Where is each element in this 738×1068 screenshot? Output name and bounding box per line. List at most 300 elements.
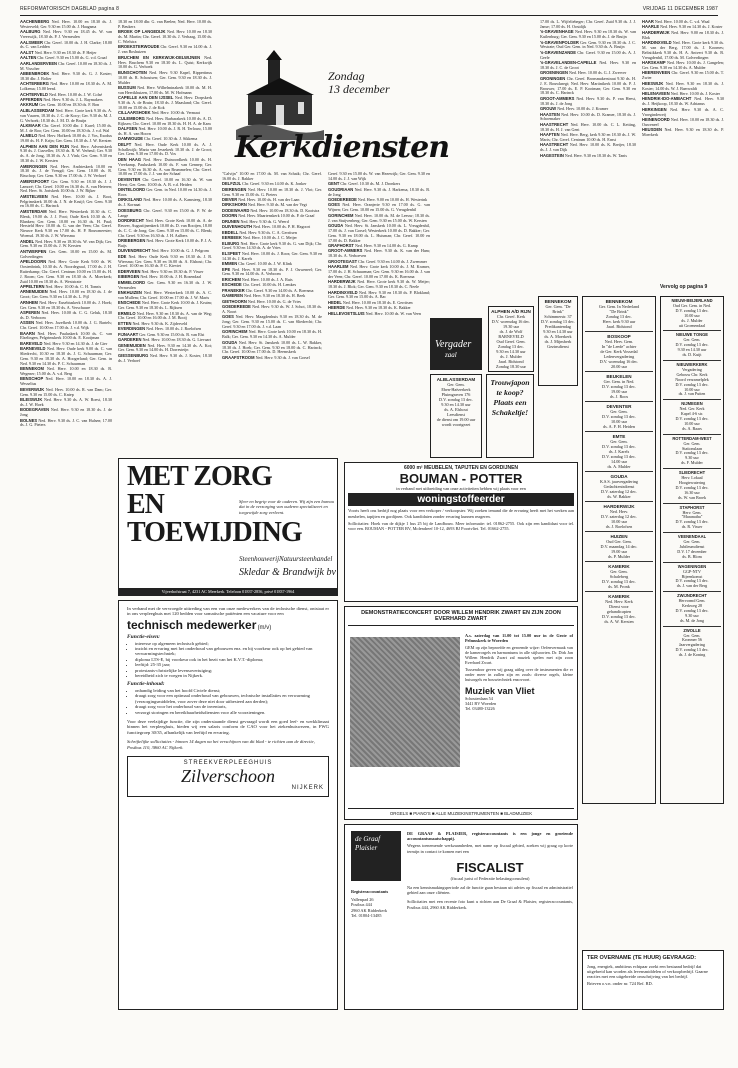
listing-text: Ned. Herv. 9.30 ds. C. A. Gerritsen [239, 229, 297, 235]
listing-text: Ned. Herv. 9.30 ds. A. C. Vroegindeweij [642, 106, 724, 117]
listing-place: AALTEN [20, 55, 37, 61]
listing-entry [20, 134, 112, 144]
ad-demo-body3: Tussendoor geven wij graag uitleg over de instrumenten die er onder meer in zullen zijn en zoals: diverse orgels, kleine huisorgels en bouwtechniek enzovoort. [465, 667, 573, 682]
listing-place: HAARLE [642, 24, 660, 30]
listing-entry [118, 117, 212, 127]
listing-entry [118, 71, 212, 86]
listing-entry [118, 158, 212, 177]
listing-text: Ned. Herv. 9.30 en 18.30 ds. W. van Kuilenburg; Ger. Gem. 9.30 en 15.00 ds. J. de Bruijn [540, 29, 636, 40]
listing-place: AMSTELVEEN [20, 193, 48, 199]
listing-entry [222, 330, 322, 340]
ad-block-line: Jubileumdienst [679, 543, 705, 549]
listing-text: Ned. Herv. Berg, kerk 9.30 en 18.30 ds. J. W. Maris; Chr. Geref. Centrum 10.00 ds. H. Ernst [540, 132, 636, 142]
divider [663, 532, 721, 533]
listing-entry [118, 178, 212, 188]
ad-block-line: D.V. maandag 14 dec. [600, 544, 638, 549]
listing-place: AALBURG [20, 29, 41, 35]
listing-place: APELDOORN [20, 259, 47, 265]
listing-place: BAARN [20, 330, 35, 336]
listing-entry [20, 301, 112, 311]
listing-text: Ned. Herv. 10.00 ds. D. Kramer, 18.30 ds. J. Schoemaker [540, 111, 636, 122]
listing-entry [540, 51, 636, 61]
ad-block-line: 19.00 uur [610, 389, 628, 394]
listing-text: Ned. Herv. Grote kerk 10.00 en 18.30 ds. H. Balk; Ger. Gem. 9.30 en 14.30 ds. A. Mulder [222, 329, 322, 340]
listing-text: Chr. Geref. 10.30 ds. M. J. Dronkers [340, 181, 401, 187]
listing-place: GOEDEREEDE [222, 303, 251, 309]
listing-text: Ned. Herv. 10.00 ds. J. Kramer [557, 106, 609, 112]
ad-block-line: D.V. zondag 13 dec. [602, 384, 636, 389]
ad-alblasserdam-title: ALBLASSERDAM [436, 377, 476, 382]
listing-text: Ned. Herv. 9.30 en 18.45 ds. W. van Vreeswijk, 18.30 ds. P. J. Vermeulen [20, 29, 112, 40]
listing-text: 17.00 ds. L. Wijfeliebeger; Chr. Geref. Zuid 9.30 ds. J. J. Janse; 17.00 ds. H. Oostdijk [540, 20, 636, 29]
listing-place: ELSPEET [222, 250, 241, 256]
ad-block-line: Ger. Gem. [610, 409, 628, 414]
listing-text: Ned. Herv. 10.00 en 18.30 ds. G. Lievaart [142, 337, 211, 343]
masthead-date [328, 70, 418, 96]
listing-place: ERMELO [118, 310, 136, 316]
listing-text: Chr. Geref. 9.30 en 14.00 ds. K. Jonker [242, 181, 307, 187]
listing-place: GROUW [540, 106, 557, 112]
ad-block-line: D.V. zondag 13 dec. [602, 454, 636, 459]
listing-place: HERKINGEN [642, 106, 667, 112]
listing-text: Ned. Herv. 10.00 ds. G. J. Zwerver [569, 70, 627, 76]
listing-entry [328, 265, 430, 280]
listing-entry [642, 108, 724, 118]
listing-entry [222, 341, 322, 356]
ad-block-line: 19.00 uur [610, 549, 628, 554]
listing-entry [540, 41, 636, 51]
ad-tm-functie-inhoud-title: Functie-inhoud: [127, 681, 165, 688]
listing-text: Ned. Herv. 10.00 en 18.30 ds. J. Vlot; Ger. Gem. 9.30 en 15.00 ds. G. Pieters [222, 186, 322, 197]
ad-block-line: Ledenvergadering [603, 354, 635, 359]
listing-place: ASPEREN [20, 309, 40, 315]
listing-place: AKKRUM [20, 102, 39, 108]
listing-text: "Calvijn" 10.00 en 17.00 ds. M. van Schaik; Chr. Geref. 16.00 ds. J. Bakker [222, 172, 322, 181]
listing-entry [540, 154, 636, 159]
ad-bouman-role: woningstoffeerder [348, 493, 574, 506]
listing-text: Ned. Herv. 9.30 en 18.30 ds. P. J. Ouweneel; Ger. Gem. 9.30 en 14.00 ds. A. Verboom [222, 266, 322, 277]
listing-place: DIRKSHORN [222, 202, 247, 208]
divider [585, 401, 653, 402]
ad-line: Schakeltje! [491, 408, 529, 417]
ad-block-line: Ned. Herv. [609, 509, 629, 514]
ad-block-line: 20.00 uur [610, 364, 628, 369]
listing-entry [20, 72, 112, 82]
listing-place: HARSKAMP [642, 60, 666, 66]
ad-block-line: D.V. zondag 13 dec. [675, 484, 709, 490]
ad-block-line: ds. J. van Putten [678, 391, 706, 397]
vervolg-note: Vervolg op pagina 9 [660, 284, 708, 290]
listing-place: BODEGRAVEN [20, 407, 50, 413]
divider [663, 468, 721, 469]
ad-block-title: SLIEDRECHT [678, 470, 706, 476]
listing-text: Chr. Geref. 10.00 ds. J. H. Clarke; 18.00 ds. C. van Ledden [20, 39, 112, 50]
ad-vergaderzaal-title: Vergader [435, 339, 472, 350]
listing-place: HAGESTEIN [540, 152, 564, 158]
ad-block-line: D.V. woensdag 16 dec. [599, 359, 639, 364]
listing-text: Ned. Herv. Bruchem 9.30 en 18.30 ds. L. Quist; Kerkwijk 10.00 ds. G. Verhoek [118, 54, 212, 70]
listing-place: HAAR [642, 20, 654, 24]
ad-block-title: KAMERIK [608, 594, 630, 599]
listing-text: Ned. Herv. 9.30 en 18.30 ds. P. Heijer [34, 49, 97, 55]
listing-entry [20, 124, 112, 134]
ad-block-line: Herv. Lokaal [681, 475, 703, 481]
listing-place: CAPELLE AAN DEN IJSSEL [118, 95, 174, 101]
listing-text: Ned. Herv. 10.00 ds. K. Breijer, 18.30 ds. J. J. van Dijk [540, 142, 636, 153]
listing-place: EDERVEEN [118, 268, 141, 274]
listing-text: Ned. Herv. 9.30 en 18.30 ds. W. Tanis [564, 152, 627, 158]
listing-entry [118, 96, 212, 111]
listing-entry [118, 56, 212, 71]
listing-place: AMERONGEN [20, 163, 48, 169]
listing-place: BENSCHOP [20, 376, 44, 382]
listing-entry [118, 291, 212, 301]
listing-place: DEN HAAG [118, 156, 142, 162]
divider [663, 399, 721, 400]
ad-tm-apply: Schriftelijke sollicitaties - binnen 14 dagen na het verschijnen van dit blad - te richten aan de directie, Postbus 110, 3860 AC Nijkerk. [127, 739, 315, 750]
ad-fiscalist-reg-block [351, 889, 403, 918]
ad-block-title: ZWOLLE [683, 627, 701, 633]
ad-block-title: BOSKOOP [607, 334, 631, 339]
ad-bouman-potter [344, 462, 578, 602]
listing-text: Ned. Herv. 9.30 ds. P. van Heest, 18.30 ds. J. de Jong [540, 95, 636, 106]
listing-text: Geref. 9.30 en 15.00 ds. W. van Hezewijk; Ger. Gem. 9.30 en 14.00 ds. J. J. van Wijk [328, 172, 430, 181]
listing-place: HEESWIJK [642, 80, 664, 86]
ad-list-item: • draagt zorg voor het onderhoud van de inventaris, [135, 704, 329, 709]
listing-text: Ned. Herv. Oude Kerk 9.30 en 18.30 ds. J. B. Wiersma; Ger. Gem. 9.30 en 16.00 ds. A. Elshout; Chr. Geref. 10.00 en 16.30 ds. P. C. Kieviet [118, 253, 212, 269]
listing-text: Ned. Herv. 10.00 ds. A. Kamsteeg, 18.30 ds. J. Kornaat [118, 197, 212, 208]
ad-block-title: VEENENDAAL [677, 534, 707, 540]
ad-tm-functie-eisen-title: Functie-eisen: [127, 634, 160, 641]
ad-line: Ger. Gem. "De Brink" [545, 304, 571, 314]
listing-place: ALPHEN AAN DEN RIJN [20, 143, 70, 149]
listing-text: Ned. Herv. Maartenskerk 10.00 ds. P. de Graaf [238, 213, 315, 219]
ad-block-line: D.V. zondag 13 dec. [602, 614, 636, 619]
ad-block-title: HUIZEN [610, 534, 628, 539]
divider [663, 360, 721, 361]
ad-bouman-sub: in verband met uitbreiding van onze activiteiten hebben wij plaats voor een [396, 486, 526, 492]
ad-block-line: ds. J. Mulder [681, 317, 703, 323]
listing-place: ARNHEM [20, 299, 38, 305]
listing-text: Ned. Herv. St. Janskerk 10.00 ds. L. W. Bakker, 18.30 ds. J. Hoek; Ger. Gem. 9.30 en 18.00 ds. C. Harinck; Chr. Geref. 10.00 en 17.00 ds. D. Heemskerk [222, 339, 322, 355]
ad-line: 9.30 en 14.30 uur [441, 402, 471, 407]
ad-line: Schimmerstr. 37 [544, 314, 572, 319]
divider [663, 503, 721, 504]
listing-text: Ned. Herv. 10.00 en 18.30 ds. A. J. Wesselius [20, 376, 112, 387]
listing-entry [642, 97, 724, 107]
listing-place: ALMELO [20, 133, 38, 139]
listing-place: 's-GRAVENZANDE [540, 49, 576, 55]
listing-entry [20, 195, 112, 210]
listing-text: Ned. Herv. 9.00 en 10.00 ds. H. Westerink [357, 197, 428, 202]
ad-line: 9.30 en 14.30 uur [496, 349, 526, 354]
listing-entry [118, 255, 212, 270]
listing-text: Ned. Herv. 9.30 ds. G. Weerd [240, 218, 289, 224]
listing-text: Chr. Geref. 9.30 en 15.00 ds. A. J. Geele [540, 49, 636, 60]
ad-line: 9.30 en 14.30 uur [543, 329, 573, 334]
listing-text: Ned. Herv. 9.00 en 18.30 ds. J. Blok [642, 29, 724, 40]
ad-block-line: 10.00 uur [684, 312, 700, 318]
listing-text: Chr. Geref. Bronsmakerstraat 9.30 ds. H. J. E. Bouwknegt; Ned. Herv. Martinikerk 10.00 ds. P. J. Brouwer, 17.00 ds. E. P. Kooiman; Ger. Gem. 9.30 en 18.30 ds. C. Harinck [540, 75, 636, 96]
listing-place: BRUCHEM EN KERKWIJK-DELWIJNEN [118, 54, 201, 60]
listing-entry [328, 203, 430, 213]
listing-text: Ned. Herv. Andrieskerk 10.00 en 18.30 ds. J. de Vreugd; Ger. Gem. 10.00 ds. R. Bisschop; Ger. Gem. 9.30 en 17.00 ds. J. W. Verhoef [20, 163, 112, 179]
listing-place: GOES [222, 314, 234, 320]
ad-block-line: ds. A. Mulder [607, 464, 631, 469]
listing-text: Ned. Herv. 10.00 ds. J. Gangelen; Ger. Gem. 9.30 en 14.30 ds. A. Mulder [642, 60, 724, 70]
listing-place: DIEVER [222, 197, 238, 202]
header-left: REFORMATORISCH DAGBLAD pagina 8 [20, 6, 120, 12]
ad-block-line: ds. W. van Broek [677, 494, 707, 500]
listing-text: Ned. Herv. 10.00 en 18.30 ds. M. Martin; Chr. Geref. 10.30 ds. J. Verhaag, 15.00 ds. C. Wielstra [118, 29, 212, 44]
ad-block-line: ds. J. Roelofsen [605, 524, 633, 529]
ad-list-item: • leeftijd: 25-35 jaar; [135, 662, 329, 667]
ad-fiscalist-footer: Sollicitaties met een recente foto kunt u richten aan De Graaf & Plaisier, registeraccountants, Postbus 444, 2960 AK Ridderkerk. [407, 899, 573, 910]
ad-block-line: Ger. Gem. [683, 632, 701, 638]
listing-entry [642, 128, 724, 138]
listing-place: HARDERWIJK [328, 279, 356, 285]
ad-block-line: 14.00 uur [610, 459, 628, 464]
ad-block-title: NIEUWERKERK [676, 361, 708, 367]
ad-line: D.V. woensdag 16 dec. [491, 319, 531, 324]
listing-text: Ned. Herv. 10.00 ds. J. A. Ruis [241, 276, 293, 282]
ad-block-line: "De Brink" [609, 309, 629, 314]
ad-bennekom [538, 296, 578, 386]
listing-place: BOLNES [20, 417, 38, 423]
ad-block-line: ds. J. Roos [609, 394, 629, 399]
listing-text: Ned. Herv. Grote Kerk 9.00 ds. W. Oostenbrink, 10.30 ds. A. Noordegraaf, 17.00 ds. J. H. Ruiterkamp; Chr. Geref. Centrum 10.00 en 15.00 ds. H. J. Room; Ger. Gem. 9.30 en 18.30 ds. A. Moerkerk; Zuid 10.00 en 18.30 ds. A. Weststrate [20, 259, 112, 284]
ad-block-line: Ger. Gem. [610, 439, 628, 444]
listing-text: Ned. Herv. Adventskerk 9.30 ds. J. Cusveller, 18.30 ds. R. W. Verheul; Ger. 9.30 ds. A. de Jong, 18.30 ds. A. J. Vink; Ger. Gem. 9.30 en 18.30 ds. J. W. Kersten [20, 143, 112, 164]
listing-entry [222, 242, 322, 252]
listing-text: Ned. Herv. 10.00 en 18.30 ds. A. M. Lolkema; 15.00 leesd. [20, 81, 112, 92]
listing-place: ACHTERBERG [20, 81, 49, 87]
listing-place: HEERDE [328, 305, 346, 311]
listing-text: Ned. Herv. 10.00 ds. H. van der Laan [238, 197, 300, 202]
listing-place: EDE [118, 253, 127, 259]
listing-text: Chr. Geref. 10.00 en 16.30 ds. W. van Heest; Ger. Gem. 10.00 ds. A. B. v.d. Heiden [118, 176, 212, 187]
ad-line: D.V. zondag 13 dec. [439, 397, 473, 402]
listing-place: CULEMBORG [118, 115, 145, 121]
ad-met-zorg-sub2: Natuursteenhandel [279, 555, 333, 563]
listing-place: GENEMUIDEN [118, 342, 146, 348]
divider [585, 531, 653, 532]
ad-block-line: Kronmer 56 [682, 637, 702, 643]
ad-bouman-pre: 6000 m² MEUBELEN, TAPIJTEN EN GORDIJNEN [403, 465, 519, 471]
ad-block-line: ds. M. de Jong [680, 617, 704, 623]
listing-text: Ned. Herv. 10.00 ds. G. de Vries [247, 298, 302, 304]
listing-text: Ned. Herv. 9.30 en 18.30 ds. K. Bakker [346, 305, 411, 311]
ad-block-title: ZWIJNDRECHT [677, 593, 707, 599]
listing-place: GOUDA [328, 223, 344, 228]
ad-block-line: Ger. Gem. [683, 337, 701, 343]
listing-entry [118, 209, 212, 219]
ad-bouman-name: BOUMAN - POTTER [399, 471, 523, 487]
listing-entry [118, 198, 212, 208]
listing-column-5 [540, 20, 636, 290]
listing-text: Ned. Herv. 9.30 en 18.30 ds. W. van Dijk; Ger. Gem. 9.30 en 15.00 ds. J. W. Kersten [20, 238, 112, 249]
ad-tm-role: technisch medewerker [127, 617, 257, 632]
ad-list-item: • bereidheid zich te voegen in Nijkerk. [135, 673, 329, 678]
divider [663, 434, 721, 435]
listing-text: Ned. Herv. 9.30 ds. M. van der Vegt [247, 202, 307, 208]
ad-line: ds. J. de Wolf [499, 329, 523, 334]
listing-entry [20, 398, 112, 408]
ad-fiscalist-logo1: de Graaf [355, 835, 381, 843]
listing-entry [222, 268, 322, 278]
ad-tm-role-row [127, 617, 329, 632]
listing-text: Ned. Herv. 9.30 ds. J. L. Raymakers [43, 97, 103, 102]
listing-text: Chr. Geref. 9.30 en 15.00 ds. P. W. de Lange [118, 207, 212, 218]
ad-block-line: D.V. zondag 13 dec. [675, 416, 709, 422]
masthead-title: Kerkdiensten [235, 130, 450, 165]
listing-place: EBDELL [222, 229, 239, 235]
ad-block-line: Zondag 13 dec. [606, 314, 632, 319]
ad-line: Eben-Haëzerkerk [441, 387, 471, 392]
listing-entry [20, 165, 112, 180]
listing-entry [118, 281, 212, 291]
ad-alphen-title: ALPHEN A/D RIJN [491, 309, 531, 314]
ad-block-title: BENNEKOM [605, 299, 633, 304]
listing-place: GOUDRIAAN [328, 186, 354, 192]
ad-vergaderzaal-subtitle: zaal [445, 351, 457, 359]
ad-block-line: D.V. zondag 13 dec. [602, 444, 636, 449]
listing-place: HARDERWIJK [642, 29, 670, 35]
listing-text: Ned. Herv. Westerkerk 10.30 ds. C. Blenk, 19.00 ds. J. J. Poot; Oude Kerk 10.30 ds. A. Blanken; Ger. Gem. 10.00 en 16.30 ds. H. Paul; Hersteld Herv. 10.00 ds. G. van der Veen; Chr. Geref. Nieuwe Kerk 9.30 en 17.00 ds. H. P. Bouwmeester; Woensd. 19.30 ds. J. W. Wiersma [20, 208, 112, 239]
listing-place: ANDEL [20, 238, 35, 244]
ad-block-line: ds. J. de Koning [678, 652, 706, 658]
listing-text: Ned. Herv. 9.30 en 14.30 ds. A. Kot; Ger. Gem. 9.30 en 14.00 ds. H. Dorresteijn [118, 342, 212, 353]
listing-place: BUSSUM [118, 84, 136, 90]
ad-alphen [488, 306, 534, 372]
listing-text: Ned. Herv. St. Janskerk 10.00 ds. L. Vreugdenhil, 17.00 ds. J. van Gorsel; Westerkerk 10.00 ds. D. Bakker; Ger. Gem. 9.30 en 18.00 ds. L. Huisman; Chr. Geref. 10.00 en 17.00 ds. D. Bakker [328, 223, 430, 243]
ad-line: ds. A. Moerkerk [544, 334, 572, 339]
ad-tm-org-name: Zilverschoon [181, 766, 275, 787]
listing-entry [118, 20, 212, 30]
listing-entry [540, 97, 636, 107]
divider [585, 431, 653, 432]
listing-text: Ned. Herv. Grote kerk 9.30 ds. W. Meijer; 18.30 ds. J. Blok; Ger. Gem. 9.30 en 18.30 ds. C. Neele [328, 279, 430, 290]
ad-tm-org-box [127, 756, 329, 797]
ad-fiscalist-addr: Vallenpad 26 Postbus 444 2960 AK Ridderkerk Tel. 01804-13485 [351, 897, 388, 918]
ad-line: ds. J. Mulder [500, 354, 522, 359]
listing-entry [20, 367, 112, 377]
listing-text: Ned. Herv. 10.00 ds. J. Boot, Pelgrimskerk 10.00 ds. J. N. de Kruijf; Ger. Gem. 9.30 en 16.00 ds. C. Harinck [20, 193, 112, 209]
listing-text: Ned. Herv. 10.00 en 18.30 ds. J. Westerveld; Ger. 9.30 en 15.00 ds. J. Haagsma [20, 20, 112, 29]
listing-place: GARDEREN [118, 337, 142, 343]
listing-text: Ger. Gem. 9.30 en 18.30 ds. J. C. Westrate; Oud Ger. Gem. in Ned. 9.30 ds. A. Bruijn [540, 39, 636, 50]
listing-text: Ned. Herv. 9.30 ds. A. W. Roest, 18.30 ds. J. W. Hoek [20, 397, 112, 407]
listing-place: HAARLEM [328, 264, 349, 270]
listing-entry [328, 224, 430, 243]
ad-block-title: NIEUWE TONGE [676, 332, 708, 338]
listing-text: Ned. Herv. Grote Kerk 10.00 ds. P. J. A. Buijs [118, 237, 212, 248]
divider [663, 562, 721, 563]
listing-text: Ned. Herv. Oude kerk 9.00 ds. C. van Sliedrecht, 10.30 en 18.30 ds. J. G. Schuurman; Ger. Gem. 9.30 en 18.30 ds. A. Hoogerland; Ger. Gem. in Ned. 9.30 en 14.30 ds. P. C. Schuurman [20, 346, 112, 366]
listing-entry [328, 172, 430, 182]
ad-block-line: ds. J. van der Berg [676, 583, 708, 589]
listing-place: BROEKSTERWOUDE [118, 44, 160, 50]
ad-line: 19.30 uur [502, 324, 520, 329]
ad-block-line: 9.30 uur [685, 612, 699, 618]
ad-line: Chr. Geref. Kerk [496, 314, 526, 319]
divider [585, 371, 653, 372]
ad-list-item: • diploma LTS-E, bij voorkeur ook in het bezit van het K.V.T.-diploma; [135, 657, 329, 662]
listing-place: BUNSCHOTEN [118, 69, 147, 75]
listing-place: HELLEVOETSLUIS [328, 310, 365, 316]
right-column-ads [660, 296, 724, 804]
listing-text: Ned. Herv. Oude Kerk 10.00 ds. A. J. Schalkwijk; Maria van Jessekerk 10.30 ds. J. de Groot; Ger. Gem. 9.30 en 17.00 ds. D. Vos [118, 141, 212, 157]
listing-entry [118, 354, 212, 364]
listing-text: Ned. Herv. 9.30 en 18.30 ds. J. de Jong [20, 407, 112, 418]
listing-entry [20, 82, 112, 92]
listing-place: DINTELOORD [118, 187, 146, 193]
ad-ter-overname [582, 950, 724, 1010]
listing-place: ENKHUIZEN [118, 289, 142, 295]
ad-block-line: Hervormd Gem. [678, 598, 706, 604]
listing-text: Ned. Herv. 10.00 ds. M. de Leeuw; 18.30 ds. J. van Stuijvenberg; Ger. Gem. 9.30 en 15.00 ds. W. Kersten [328, 212, 430, 223]
divider [585, 471, 653, 472]
listing-place: HAASTRECHT [540, 121, 569, 127]
listing-entry [20, 180, 112, 195]
ad-demo-tags: ORGELS ■ PIANO'S ■ ALLE MUZIEKINSTRUMENTEN ■ BLADMUZIEK [348, 808, 574, 816]
listing-entry [118, 239, 212, 249]
ad-met-zorg-sub1: Steenhouwerij [239, 555, 280, 563]
listing-entry [540, 113, 636, 123]
listing-place: AMSTERDAM [20, 208, 47, 214]
ad-demo-body1: A.s. zaterdag van 11.00 tot 15.00 uur in de Grote of Pelmuskerk te Woerden [465, 633, 573, 643]
listing-text: Chr. Geref. 9.30 en 14.00 ds. A. Boersma [245, 287, 314, 293]
divider [585, 501, 653, 502]
listing-entry [328, 249, 430, 259]
listing-text: Ned. Herv. 9.30 en 14.30 ds. J. de Gier [43, 340, 108, 346]
listing-text: Ned. Herv. 9.30 ds. G. J. Koster; 18.30 dhr. J. Bolier [20, 71, 112, 81]
listing-place: ACHTERVELD [20, 91, 48, 97]
ad-bouman-contact: Sollicitaties: Hoek van de dijkje 1 bus 25 bij de Landbouw. Meer informatie: tel. 01862-2755. Ook zijn een kandidaat voor tel. voor een. BOUMAN - POTTER BV, Molendreef 10-12, 4693 BJ Poortvliet. Tel. 01662-2755. [348, 520, 574, 532]
listing-place: EERBEEK [222, 235, 242, 241]
listing-text: Ned. Herv. Westerkerk 10.00 ds. A. C. van Mullem; Chr. Geref. 10.00 en 17.00 ds. J. W. Maris [118, 289, 212, 300]
listing-place: FIJNAART [118, 331, 139, 337]
listing-entry [540, 61, 636, 71]
listing-text: Ned. Herv. 9.30 en 18.30 ds. J. C. de Groot [540, 60, 636, 70]
ad-line: wordt voortgezet [441, 422, 471, 427]
listing-entry [328, 312, 430, 317]
ad-met-zorg [118, 458, 338, 596]
listing-column-4b [436, 20, 534, 310]
listing-text: Chr. Geref. 10.00 en 18.30 ds. J. M. Visscher [20, 60, 112, 71]
ad-block-title: WAGENINGEN [677, 563, 707, 569]
listing-entry [20, 290, 112, 300]
listing-text: Ned. Herv. Grote kerk 9.30 ds. M. van der Berg, 17.00 ds. J. Koornes; Beltstikkerk 9.30 ds. H. A. Antvert 9.30 ds. B. Vreugdenhil, 17.00 ds. M. Golverdingen [642, 40, 724, 60]
listing-place: HARDINXVELD [328, 289, 358, 295]
listing-entry [20, 311, 112, 321]
ad-block-line: 10.00 uur [610, 419, 628, 424]
listing-entry [642, 31, 724, 41]
listing-text: Ned. Herv. 10.00 ds. J. Roos; Ger. Gem. 9.30 en 14.30 ds. J. Karels [222, 250, 322, 261]
listing-entry [118, 30, 212, 45]
listing-entry [540, 143, 636, 153]
ad-block-line: 16.30 uur [684, 489, 700, 495]
listing-text: Ned. Herv. 9.30 en 14.00 ds. G. Kamp [354, 242, 418, 248]
listing-place: AFFERDEN [20, 97, 43, 102]
listing-place: DUIVENDRECHT [118, 248, 151, 254]
listing-text: Ned. Herv. 10.00 en 18.30 ds. B. Wegener; 15.00 ds. A. v.d. Berg [20, 366, 112, 377]
listing-text: Ned. Herv. Maagdenhuis 9.30 en 18.30 ds. M. de Jong; Ger. Gem. 9.30 en 15.00 ds. C. van Sliedrecht; Chr. Geref. 9.30 en 17.00 ds. J. v.d. Laan [222, 314, 322, 329]
ad-line: Leesdienst [447, 412, 465, 417]
ad-met-zorg-title: MET ZORG EN TOEWIJDING [127, 461, 302, 548]
listing-entry [222, 252, 322, 262]
ad-fiscalist-logo [351, 831, 401, 881]
